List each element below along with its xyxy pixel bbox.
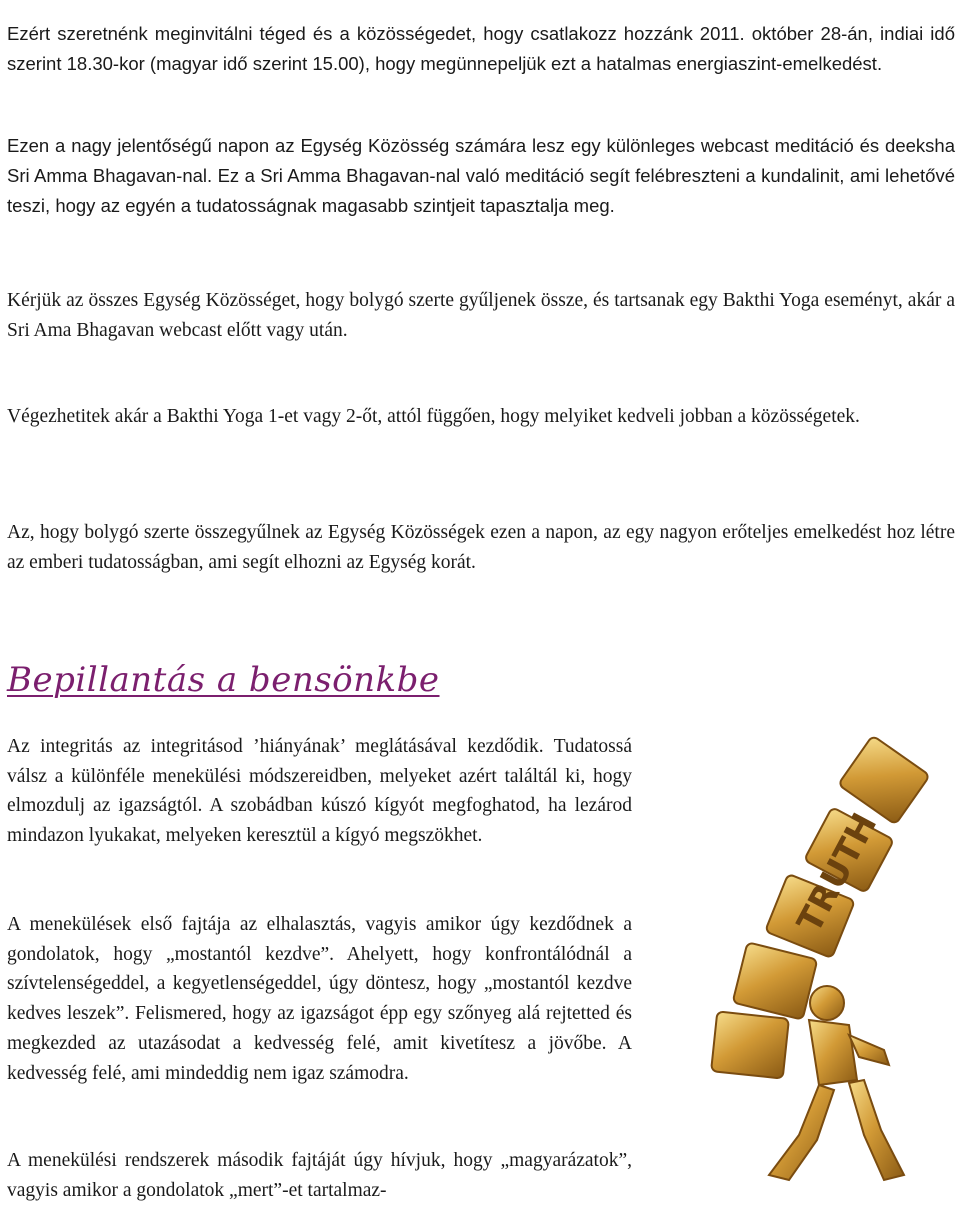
invitation-paragraph: Kérjük az összes Egység Közösséget, hogy bolygó szerte gyűljenek össze, és tartsanak egy Bakthi Yoga eseményt, akár a Sri Ama Bhagavan webcast előtt vagy után. — [7, 289, 955, 341]
integrity-paragraph: Az integritás az integritásod ’hiányának’ meglátásával kezdődik. Tudatossá válsz a különféle menekülési módszereidben, melyeket azért találtál ki, hogy elmozdulj az igazságtól. A szobádban kúszó kígyót megfoghatod, ha lezárod mindazon lyukakat, melyeken keresztül a kígyó megszökhet. — [7, 736, 632, 847]
truth-figure-illustration — [699, 735, 959, 1195]
explanations-paragraph: A menekülési rendszerek második fajtáját úgy hívjuk, hogy „magyarázatok”, vagyis amikor a gondolatok „mert”-et tartalmaz- — [7, 1150, 632, 1201]
intro-paragraph: Ezért szeretnénk meginvitálni téged és a közösségedet, hogy csatlakozz hozzánk 2011. október 28-án, indiai idő szerint 18.30-kor (magyar idő szerint 15.00), hogy megünnepeljük ezt a hatalmas energiaszint-emelkedést. — [7, 22, 955, 74]
closing-paragraph: Az, hogy bolygó szerte összegyűlnek az Egység Közösségek ezen a napon, az egy nagyon erőteljes emelkedést hoz létre az emberi tudatosságban, ami segít elhozni az Egység korát. — [7, 521, 955, 573]
webcast-paragraph: Ezen a nagy jelentőségű napon az Egység Közösség számára lesz egy különleges webcast meditáció és deeksha Sri Amma Bhagavan-nal. Ez a Sri Amma Bhagavan-nal való meditáció segít felébreszteni a kundalinit, ami lehetővé teszi, hogy az egyén a tudatosságnak magasabb szintjeit tapasztalja meg. — [7, 134, 955, 216]
truth-word: TRUTH — [789, 806, 886, 940]
escape-paragraph: A menekülések első fajtája az elhalasztás, vagyis amikor úgy kezdődnek a gondolatok, hogy „mostantól kezdve”. Ahelyett, hogy konfrontálódnál a szívtelenségeddel, a kegyetlenségeddel, úgy döntesz, hogy „mostantól kezdve kedves leszek”. Felismered, hogy az igazságot épp egy szőnyeg alá rejtetted és megkezded az utazásodat a kedvesség felé, amit kivetítesz a jövőbe. A kedvesség felé, ami mindeddig nem igaz számodra. — [7, 914, 632, 1084]
bakthi-yoga-paragraph: Végezhetitek akár a Bakthi Yoga 1-et vagy 2-őt, attól függően, hogy melyiket kedveli jobban a közösségetek. — [7, 405, 860, 427]
section-heading: Bepillantás a bensönkbe — [7, 660, 440, 700]
